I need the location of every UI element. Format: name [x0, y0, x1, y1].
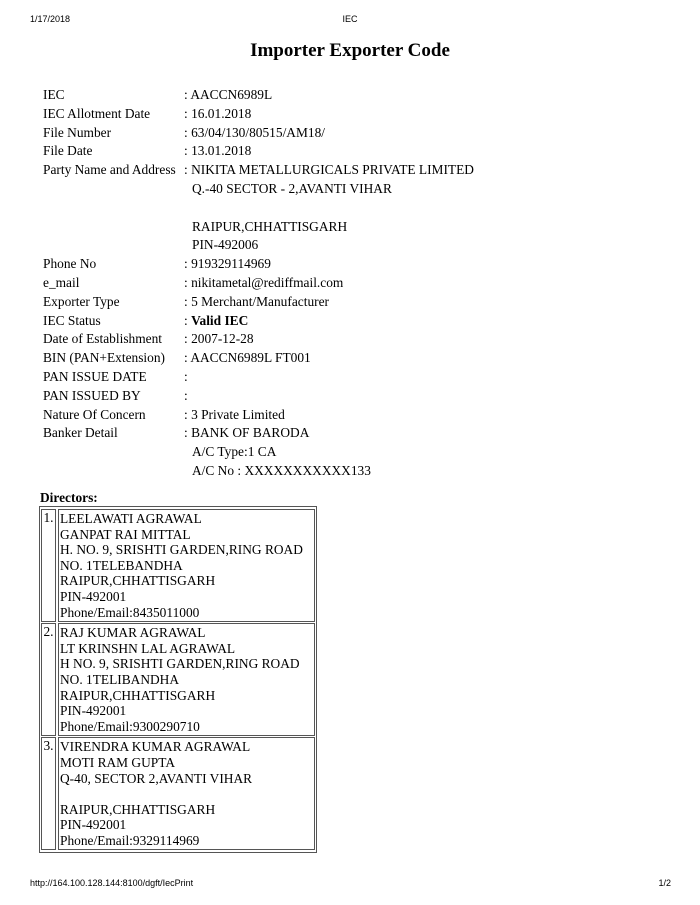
director-contact: Phone/Email:9329114969: [60, 832, 200, 848]
director-father-name: LT KRINSHN LAL AGRAWAL: [60, 640, 236, 656]
bin-value: : AACCN6989L FT001: [184, 350, 311, 366]
director-number: 2.: [41, 623, 56, 736]
detail-label: Party Name and Address: [43, 162, 176, 178]
page-number: 1/2: [658, 878, 671, 888]
director-number: 1.: [41, 509, 56, 622]
detail-row-iec: [43, 86, 474, 105]
detail-row-phone: [43, 255, 474, 274]
detail-label: e_mail: [43, 274, 80, 290]
director-address-line1: Q-40, SECTOR 2,AVANTI VIHAR: [60, 770, 253, 786]
detail-label: IEC Status: [43, 312, 101, 328]
director-father-name: MOTI RAM GUPTA: [60, 754, 175, 770]
iec-status-badge: Valid IEC: [191, 312, 249, 328]
director-pin: PIN-492001: [60, 817, 127, 833]
director-address-line1: H. NO. 9, SRISHTI GARDEN,RING ROAD: [60, 542, 303, 558]
detail-row-allotment-date: [43, 105, 474, 124]
director-address-line1: H NO. 9, SRISHTI GARDEN,RING ROAD: [60, 656, 300, 672]
detail-label: File Date: [43, 143, 93, 159]
detail-label: PAN ISSUE DATE: [43, 368, 147, 384]
detail-row-bin: [43, 349, 474, 368]
detail-row-establishment: [43, 330, 474, 349]
pan-issued-by-value: :: [184, 387, 188, 403]
phone-value: : 919329114969: [184, 256, 271, 272]
director-row: [41, 623, 315, 736]
detail-label: Banker Detail: [43, 425, 118, 441]
file-date-value: : 13.01.2018: [184, 143, 252, 159]
detail-row-iec-status: [43, 312, 474, 331]
party-value: [184, 161, 474, 255]
director-details: [58, 737, 315, 850]
detail-label: File Number: [43, 124, 112, 140]
account-type: A/C Type:1 CA: [192, 444, 277, 460]
account-number: A/C No : XXXXXXXXXXX133: [192, 462, 371, 478]
director-city: RAIPUR,CHHATTISGARH: [60, 687, 216, 703]
directors-heading: Directors:: [40, 490, 98, 505]
director-address-line2: NO. 1TELEBANDHA: [60, 557, 183, 573]
director-row: [41, 509, 315, 622]
director-name: LEELAWATI AGRAWAL: [60, 511, 202, 526]
party-address-line: Q.-40 SECTOR - 2,AVANTI VIHAR: [192, 180, 392, 196]
banker-value: [184, 424, 371, 480]
director-row: [41, 737, 315, 850]
detail-row-file-number: [43, 124, 474, 143]
director-city: RAIPUR,CHHATTISGARH: [60, 573, 216, 589]
detail-label: Phone No: [43, 256, 97, 272]
print-url: http://164.100.128.144:8100/dgft/IecPrint: [30, 878, 194, 888]
director-details: [58, 623, 315, 736]
director-contact: Phone/Email:8435011000: [60, 604, 200, 620]
director-pin: PIN-492001: [60, 588, 127, 604]
iec-value: : AACCN6989L: [184, 87, 273, 102]
detail-row-party: [43, 161, 474, 255]
detail-label: BIN (PAN+Extension): [43, 350, 165, 366]
exporter-type-value: : 5 Merchant/Manufacturer: [184, 293, 330, 309]
iec-status-value: [184, 312, 248, 331]
detail-label: Exporter Type: [43, 293, 120, 309]
detail-label: PAN ISSUED BY: [43, 387, 141, 403]
director-number: 3.: [41, 737, 56, 850]
page-title: Importer Exporter Code: [250, 40, 450, 61]
file-number-value: : 63/04/130/80515/AM18/: [184, 124, 325, 140]
bank-name: : BANK OF BARODA: [184, 425, 310, 441]
director-city: RAIPUR,CHHATTISGARH: [60, 801, 216, 817]
detail-row-file-date: [43, 142, 474, 161]
detail-row-pan-issued-by: [43, 387, 474, 406]
party-address-blank: [184, 199, 474, 218]
director-address-line2: [60, 786, 314, 802]
director-details: [58, 509, 315, 622]
director-pin: PIN-492001: [60, 703, 127, 719]
party-address-city: RAIPUR,CHHATTISGARH: [192, 218, 348, 234]
allotment-date-value: : 16.01.2018: [184, 105, 252, 121]
director-name: VIRENDRA KUMAR AGRAWAL: [60, 739, 251, 755]
detail-label: IEC: [43, 87, 65, 102]
detail-label: Date of Establishment: [43, 331, 162, 347]
establishment-value: : 2007-12-28: [184, 331, 254, 347]
director-contact: Phone/Email:9300290710: [60, 718, 200, 734]
detail-row-exporter-type: [43, 293, 474, 312]
detail-label: IEC Allotment Date: [43, 105, 151, 121]
party-name: : NIKITA METALLURGICALS PRIVATE LIMITED: [184, 162, 474, 178]
director-name: RAJ KUMAR AGRAWAL: [60, 625, 206, 641]
print-title: IEC: [342, 14, 358, 24]
detail-label: Nature Of Concern: [43, 406, 146, 422]
pan-issue-date-value: :: [184, 368, 188, 384]
directors-table: [39, 506, 317, 853]
detail-row-banker: [43, 424, 474, 480]
iec-details: [43, 86, 474, 481]
party-address-pin: PIN-492006: [192, 237, 259, 253]
detail-row-pan-issue-date: [43, 368, 474, 387]
iec-status-prefix: :: [184, 312, 192, 328]
director-father-name: GANPAT RAI MITTAL: [60, 526, 191, 542]
detail-row-email: [43, 274, 474, 293]
email-value: : nikitametal@rediffmail.com: [184, 274, 344, 290]
director-address-line2: NO. 1TELIBANDHA: [60, 671, 180, 687]
nature-value: : 3 Private Limited: [184, 406, 285, 422]
print-date: 1/17/2018: [30, 14, 71, 24]
detail-row-nature: [43, 406, 474, 425]
